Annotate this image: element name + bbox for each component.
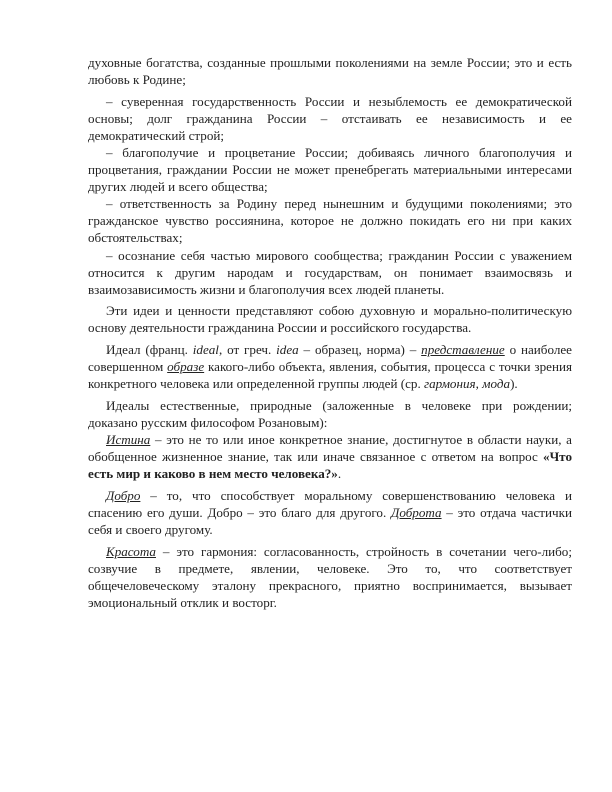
paragraph-responsibility: – ответственность за Родину перед нынешним и будущими поколениями; это гражданское чувство россиянина, которое не должно покидать его ни при каких обстоятельствах; bbox=[88, 196, 572, 246]
paragraph-good: Добро – то, что способствует моральному совершенствованию человека и спасению его души. Добро – это благо для другого. Доброта – это отдача частички себя и своего другому. bbox=[88, 487, 572, 537]
ideal-examples: гармония, мода bbox=[424, 376, 511, 392]
paragraph-sovereignty: – суверенная государственность России и незыблемость ее демократической основы; долг гражданина России – отстаивать ее независимость и ее демократический строй; bbox=[88, 93, 572, 143]
paragraph-ideal-definition: Идеал (франц. ideal, от греч. idea – образец, норма) – представление о наиболее совершенном образе какого-либо объекта, явления, события, процесса с точки зрения конкретного человека или определенной группы людей (ср. гармония, мода). bbox=[88, 342, 572, 392]
term-image: образе bbox=[167, 359, 205, 375]
paragraph-natural-ideals: Идеалы естественные, природные (заложенные в человеке при рождении; доказано русским философом Розановым): bbox=[88, 397, 572, 430]
greek-word: idea bbox=[276, 342, 299, 357]
french-word: ideal bbox=[192, 342, 219, 357]
term-truth: Истина bbox=[106, 431, 151, 447]
document-page bbox=[88, 54, 572, 615]
term-beauty: Красота bbox=[106, 543, 156, 559]
paragraph-love-homeland: духовные богатства, созданные прошлыми поколениями на земле России; это и есть любовь к Родине; bbox=[88, 55, 572, 88]
paragraph-prosperity: – благополучие и процветание России; добиваясь личного благополучия и процветания, граждании России не может пренебрегать материальными интересами других людей и всего общества; bbox=[88, 144, 572, 195]
term-representation: представление bbox=[421, 342, 505, 357]
term-kindness: Доброта bbox=[391, 504, 442, 520]
term-ideal: Идеал bbox=[106, 342, 141, 357]
term-good: Добро bbox=[106, 487, 141, 503]
paragraph-world-community: – осознание себя частью мирового сообщества; гражданин России с уважением относится к другим народам и государствам, он понимает взаимосвязь и взаимозависимость жизни и благополучия всех людей планеты. bbox=[88, 247, 572, 297]
paragraph-beauty: Красота – это гармония: согласованность, стройность в сочетании чего-либо; созвучие в предмете, явлении, человеке. Это то, что соответствует общечеловеческому эталону прекрасного, приятно воспринимается, вызывает эмоциональный отклик и восторг. bbox=[88, 543, 572, 610]
paragraph-truth: Истина – это не то или иное конкретное знание, достигнутое в области науки, а обобщенное жизненное знание, так или иначе связанное с ответом на вопрос «Что есть мир и каково в нем место человека?». bbox=[88, 431, 572, 482]
truth-question: «Что есть мир и каково в нем место человека?» bbox=[88, 449, 572, 482]
paragraph-ideas-values: Эти идеи и ценности представляют собою духовную и морально-политическую основу деятельности гражданина России и российского государства. bbox=[88, 303, 572, 336]
